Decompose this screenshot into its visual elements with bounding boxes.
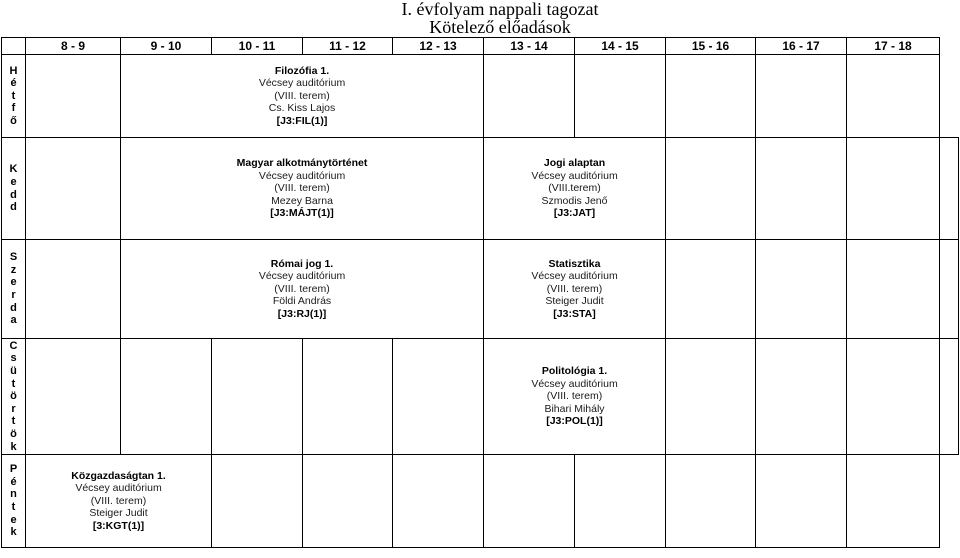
course-code: [J3:STA] — [553, 307, 596, 320]
empty-cell — [756, 55, 847, 138]
empty-cell — [756, 240, 847, 339]
course-room-number: (VIII. terem) — [274, 89, 330, 102]
time-slot-header: 10 - 11 — [212, 38, 303, 55]
empty-cell — [756, 138, 847, 240]
empty-cell — [847, 455, 940, 548]
course-name: Politológia 1. — [541, 365, 608, 378]
course-room-number: (VIII. terem) — [90, 494, 147, 507]
empty-cell — [575, 55, 666, 138]
corner-cell — [2, 38, 26, 55]
empty-cell — [847, 339, 940, 455]
course-teacher: Steiger Judit — [89, 507, 148, 520]
course-name: Közgazdaságtan 1. — [71, 469, 166, 482]
day-label-pentek: P é n t e k — [2, 455, 26, 548]
course-name: Magyar alkotmánytörténet — [236, 157, 368, 170]
course-code: [J3:JAT] — [553, 207, 596, 220]
empty-cell — [666, 339, 756, 455]
day-row-pentek — [2, 455, 959, 548]
empty-cell — [847, 138, 940, 240]
course-code: [3:KGT(1)] — [92, 519, 145, 532]
empty-cell — [26, 138, 121, 240]
course-cell-romai-jog — [121, 240, 484, 339]
course-name: Statisztika — [548, 257, 601, 270]
empty-cell — [575, 455, 666, 548]
empty-cell — [756, 339, 847, 455]
course-cell-kozgazdasagtan — [26, 455, 212, 548]
course-teacher: Földi András — [272, 295, 332, 308]
course-teacher: Mezey Barna — [271, 194, 333, 207]
course-teacher: Cs. Kiss Lajos — [268, 102, 336, 115]
time-slot-header: 9 - 10 — [121, 38, 212, 55]
empty-cell — [393, 339, 484, 455]
course-room: Vécsey auditórium — [75, 482, 162, 495]
course-name: Jogi alaptan — [543, 157, 606, 170]
empty-cell — [303, 455, 393, 548]
course-room-number: (VIII. terem) — [274, 282, 330, 295]
empty-cell — [26, 339, 121, 455]
day-label-kedd: K e d d — [2, 138, 26, 240]
course-code: [J3:RJ(1)] — [277, 307, 327, 320]
course-teacher: Bihari Mihály — [544, 402, 605, 415]
timetable — [1, 37, 959, 548]
empty-cell — [940, 240, 959, 339]
empty-cell — [26, 55, 121, 138]
course-room: Vécsey auditórium — [531, 169, 618, 182]
course-room-number: (VIII. terem) — [546, 282, 603, 295]
time-header-row — [2, 38, 959, 55]
course-room: Vécsey auditórium — [258, 77, 346, 90]
empty-cell — [212, 339, 303, 455]
day-row-csutortok — [2, 339, 959, 455]
time-slot-header: 13 - 14 — [484, 38, 575, 55]
time-slot-header: 8 - 9 — [26, 38, 121, 55]
empty-cell — [393, 455, 484, 548]
time-slot-header: 14 - 15 — [575, 38, 666, 55]
empty-cell — [121, 339, 212, 455]
empty-cell — [303, 339, 393, 455]
course-code: [J3:POL(1)] — [546, 415, 603, 428]
empty-cell — [940, 138, 959, 240]
course-cell-jogi-alaptan — [484, 138, 666, 240]
day-label-csutortok: C s ü t ö r t ö k — [2, 339, 26, 455]
empty-cell — [847, 240, 940, 339]
course-room-number: (VIII. terem) — [274, 182, 330, 195]
course-cell-statisztika — [484, 240, 666, 339]
time-slot-header: 17 - 18 — [847, 38, 940, 55]
course-room: Vécsey auditórium — [258, 169, 346, 182]
course-cell-politologia — [484, 339, 666, 455]
empty-cell — [847, 55, 940, 138]
empty-cell — [484, 455, 575, 548]
empty-cell — [940, 339, 959, 455]
course-room: Vécsey auditórium — [531, 270, 618, 283]
day-label-hetfo: H é t f ő — [2, 55, 26, 138]
empty-cell — [666, 240, 756, 339]
empty-cell — [666, 55, 756, 138]
course-room-number: (VIII. terem) — [546, 390, 603, 403]
day-row-hetfo — [2, 55, 959, 138]
day-label-szerda: S z e r d a — [2, 240, 26, 339]
course-name: Római jog 1. — [270, 257, 334, 270]
page-title: I. évfolyam nappali tagozat — [401, 0, 599, 19]
page-subtitle: Kötelező előadások — [429, 17, 571, 37]
day-row-szerda — [2, 240, 959, 339]
time-slot-header: 12 - 13 — [393, 38, 484, 55]
course-cell-magyar-alkotmanytortenet — [121, 138, 484, 240]
course-code: [J3:FIL(1)] — [276, 114, 328, 127]
empty-cell — [756, 455, 847, 548]
day-row-kedd — [2, 138, 959, 240]
empty-cell — [484, 55, 575, 138]
course-code: [J3:MÁJT(1)] — [270, 207, 334, 220]
empty-cell — [666, 455, 756, 548]
empty-cell — [666, 138, 756, 240]
course-teacher: Steiger Judit — [545, 295, 604, 308]
empty-cell — [212, 455, 303, 548]
time-slot-header: 16 - 17 — [756, 38, 847, 55]
course-cell-filozofia — [121, 55, 484, 138]
empty-cell — [26, 240, 121, 339]
course-room: Vécsey auditórium — [258, 270, 346, 283]
course-room-number: (VIII.terem) — [548, 182, 601, 195]
course-name: Filozófia 1. — [274, 64, 330, 77]
time-slot-header: 15 - 16 — [666, 38, 756, 55]
time-slot-header: 11 - 12 — [303, 38, 393, 55]
course-room: Vécsey auditórium — [531, 377, 618, 390]
course-teacher: Szmodis Jenő — [541, 194, 608, 207]
